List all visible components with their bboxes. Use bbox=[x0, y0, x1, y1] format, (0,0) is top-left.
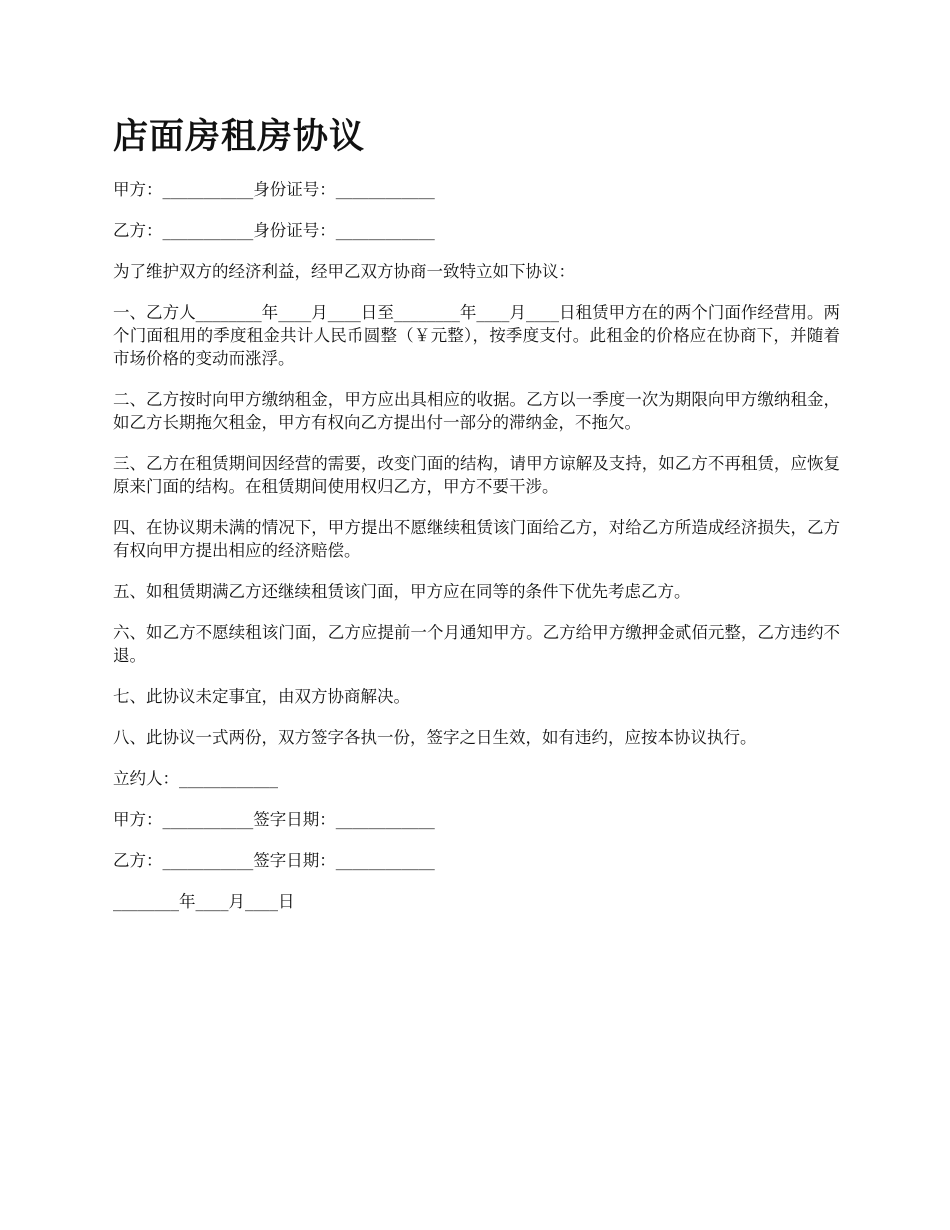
intro-paragraph: 为了维护双方的经济利益，经甲乙双方协商一致特立如下协议： bbox=[113, 262, 575, 281]
party-b-line: 乙方：___________身份证号：____________ bbox=[113, 221, 435, 240]
clause-5: 五、如租赁期满乙方还继续租赁该门面，甲方应在同等的条件下优先考虑乙方。 bbox=[113, 582, 691, 601]
clause-7: 七、此协议未定事宜，由双方协商解决。 bbox=[113, 687, 410, 706]
date-line: ________年____月____日 bbox=[113, 892, 295, 911]
clause-1: 一、乙方人________年____月____日至________年____月____日租赁甲方在的两个门面作经营用。两个门面租用的季度租金共计人民币圆整（￥元整），按季度支付。此租金的价格应在协商下，并随着市场价格的变动而涨浮。 bbox=[113, 303, 840, 368]
party-b-sign-line: 乙方：___________签字日期：____________ bbox=[113, 851, 435, 870]
clause-2: 二、乙方按时向甲方缴纳租金，甲方应出具相应的收据。乙方以一季度一次为期限向甲方缴纳租金，如乙方长期拖欠租金，甲方有权向乙方提出付一部分的滞纳金，不拖欠。 bbox=[113, 390, 840, 432]
document-page bbox=[113, 112, 840, 931]
party-a-line: 甲方：___________身份证号：____________ bbox=[113, 180, 435, 199]
clause-6: 六、如乙方不愿续租该门面，乙方应提前一个月通知甲方。乙方给甲方缴押金贰佰元整，乙方违约不退。 bbox=[113, 623, 840, 665]
clause-4: 四、在协议期未满的情况下，甲方提出不愿继续租赁该门面给乙方，对给乙方所造成经济损失，乙方有权向甲方提出相应的经济赔偿。 bbox=[113, 518, 840, 560]
clause-3: 三、乙方在租赁期间因经营的需要，改变门面的结构，请甲方谅解及支持，如乙方不再租赁，应恢复原来门面的结构。在租赁期间使用权归乙方，甲方不要干涉。 bbox=[113, 454, 840, 496]
clause-8: 八、此协议一式两份，双方签字各执一份，签字之日生效，如有违约，应按本协议执行。 bbox=[113, 728, 757, 747]
party-a-sign-line: 甲方：___________签字日期：____________ bbox=[113, 810, 435, 829]
signatory-line: 立约人：____________ bbox=[113, 769, 278, 788]
document-title: 店面房租房协议 bbox=[113, 117, 366, 157]
